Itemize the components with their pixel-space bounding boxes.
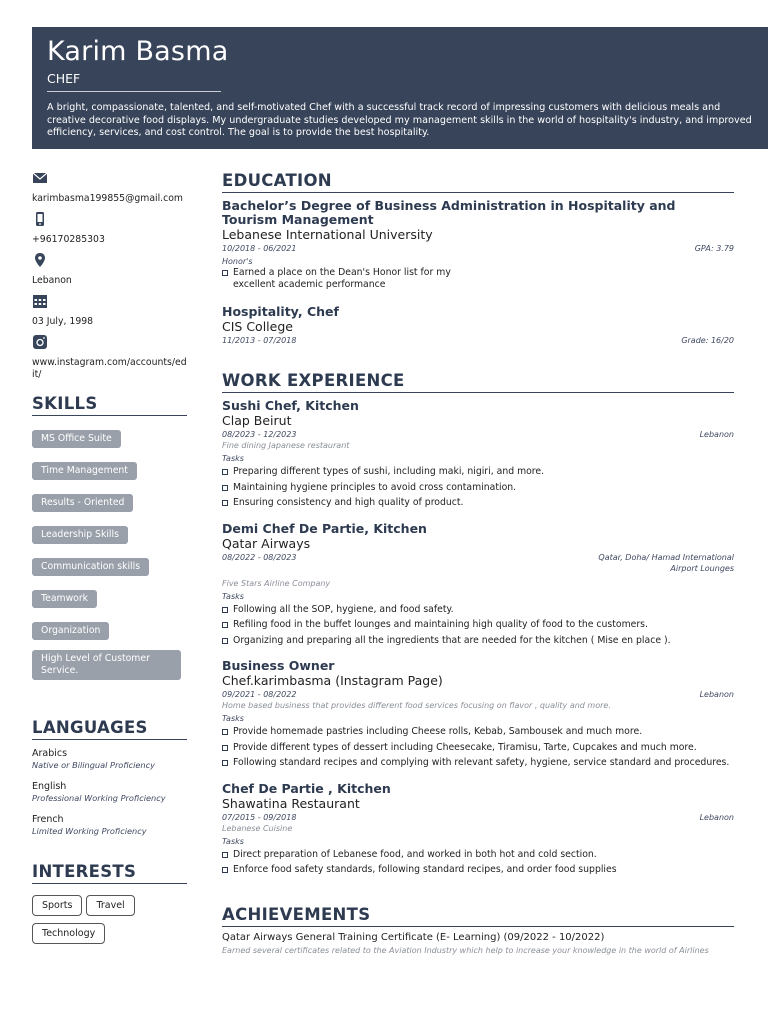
list-item: Maintaining hygiene principles to avoid cross contamination. [222,480,734,496]
language-name: Arabics [32,748,68,759]
entry-meta [222,335,734,346]
header-banner [32,27,768,149]
contact-location [32,252,187,287]
company-name: Chef.karimbasma (Instagram Page) [222,673,443,688]
skill-tag: Organization [32,622,109,640]
entry-meta [222,812,734,823]
entry-dates: 09/2021 - 08/2022 [222,690,297,699]
education-entry [222,199,734,291]
work-entry [222,522,734,649]
entry-description: Lebanese Cuisine [222,823,293,833]
birthdate-text: 03 July, 1998 [32,316,94,327]
candidate-name: Karim Basma [47,36,229,67]
candidate-role: CHEF [47,71,81,86]
skills-list [32,426,187,690]
tasks-label: Tasks [222,591,244,601]
list-item: Provide homemade pastries including Cheese rolls, Kebab, Sambousek and much more. [222,724,734,740]
entry-bullets [222,724,734,771]
entry-description: Home based business that provides different food services focusing on flavor , quality and more. [222,701,611,710]
achievements-heading: ACHIEVEMENTS [222,904,734,927]
instagram-icon [32,334,48,350]
job-position: Demi Chef De Partie, Kitchen [222,520,427,536]
education-heading: EDUCATION [222,170,734,193]
skill-tag: Time Management [32,462,137,480]
work-entry [222,659,734,771]
phone-icon [32,211,48,227]
location-pin-icon [32,252,48,268]
interest-tag: Technology [32,923,105,944]
tasks-label: Tasks [222,714,244,723]
interests-heading: INTERESTS [32,863,187,884]
skill-tag: MS Office Suite [32,430,121,448]
interest-tag: Sports [32,895,82,916]
achievement-entry [222,931,734,956]
entry-meta [222,689,734,700]
entry-location: Lebanon [699,812,734,822]
work-entry [222,782,734,878]
envelope-icon [32,170,48,186]
entry-subheading: Honor's [222,257,253,266]
entry-location: Lebanon [699,430,734,439]
achievement-name: Qatar Airways General Training Certificate (E- Learning) (09/2022 - 10/2022) [222,931,605,943]
phone-text: +96170285303 [32,234,105,245]
entry-bullets [222,602,734,649]
language-level: Professional Working Proficiency [32,793,166,803]
entry-location: Lebanon [699,690,734,699]
work-entry [222,399,734,511]
entry-dates: 10/2018 - 06/2021 [222,244,297,253]
left-column [32,170,187,949]
languages-list [32,748,187,837]
list-item: Refiling food in the buffet lounges and maintaining high quality of food to the customers. [222,617,734,633]
company-name: Shawatina Restaurant [222,795,360,811]
entry-location: Qatar, Doha/ Hamad International Airport Lounges [598,552,734,573]
header-divider [47,91,221,92]
job-position: Sushi Chef, Kitchen [222,398,359,413]
list-item: Preparing different types of sushi, including maki, nigiri, and more. [222,464,734,480]
skill-tag: Teamwork [32,590,97,608]
entry-dates: 08/2022 - 08/2023 [222,552,297,562]
entry-meta [222,429,734,440]
language-level: Native or Bilingual Proficiency [32,760,155,770]
list-item: Following all the SOP, hygiene, and food safety. [222,602,734,618]
entry-dates: 11/2013 - 07/2018 [222,336,297,345]
job-position: Chef De Partie , Kitchen [222,780,391,796]
achievement-description: Earned several certificates related to the Aviation Industry which help to increase your knowledge in the world of Airlines [222,945,709,955]
tasks-label: Tasks [222,836,244,846]
job-position: Business Owner [222,658,335,673]
skill-tag: Results - Oriented [32,494,133,512]
skill-tag: High Level of Customer Service. [32,650,181,680]
entry-grade: Grade: 16/20 [681,336,734,345]
language-name: English [32,781,67,792]
entry-dates: 07/2015 - 09/2018 [222,812,297,822]
entry-grade: GPA: 3.79 [694,244,734,253]
entry-description: Fine dining Japanese restaurant [222,441,350,450]
language-name: French [32,814,64,825]
company-name: Qatar Airways [222,535,311,551]
interest-tag: Travel [86,895,134,916]
list-item: Organizing and preparing all the ingredients that are needed for the kitchen ( Mise en place ). [222,633,734,649]
contact-email [32,170,187,205]
company-name: Clap Beirut [222,413,292,428]
contact-instagram [32,334,187,381]
calendar-icon [32,293,48,309]
interests-list [32,893,192,949]
entry-bullets [222,464,734,511]
contact-phone [32,211,187,246]
instagram-text[interactable]: www.instagram.com/accounts/edit/ [32,357,187,380]
profile-summary: A bright, compassionate, talented, and self-motivated Chef with a successful track record of impressing customers with delicious meals and creative decorative food displays. My undergraduate studies developed my management skills in the world of hospitality's industry, and improved efficiency, services, and cost control. The goal is to provide the best hospitality. [47,102,752,138]
list-item: Following standard recipes and complying with relevant safety, hygiene, service standard and procedures. [222,755,734,771]
entry-meta [222,552,734,574]
list-item: Earned a place on the Dean's Honor list for my excellent academic performance [222,267,462,291]
list-item: Provide different types of dessert including Cheesecake, Tiramisu, Tarte, Cupcakes and much more. [222,740,734,756]
entry-dates: 08/2023 - 12/2023 [222,430,297,439]
school-name: CIS College [222,319,293,334]
contact-birthdate [32,293,187,328]
languages-heading: LANGUAGES [32,719,187,740]
entry-bullets [222,847,734,878]
skill-tag: Communication skills [32,558,149,576]
list-item: Direct preparation of Lebanese food, and worked in both hot and cold section. [222,847,734,863]
entry-description: Five Stars Airline Company [222,578,331,588]
work-heading: WORK EXPERIENCE [222,370,734,393]
tasks-label: Tasks [222,454,244,463]
entry-meta [222,243,734,254]
right-column [222,170,734,956]
email-text[interactable]: karimbasma199855@gmail.com [32,193,183,204]
list-item: Enforce food safety standards, following standard recipes, and order food supplies [222,862,734,878]
degree-title: Bachelor’s Degree of Business Administration in Hospitality and Tourism Management [222,198,676,227]
school-name: Lebanese International University [222,227,433,242]
list-item: Ensuring consistency and high quality of product. [222,495,734,511]
skills-heading: SKILLS [32,395,187,416]
location-text: Lebanon [32,275,72,286]
skill-tag: Leadership Skills [32,526,128,544]
degree-title: Hospitality, Chef [222,304,339,319]
language-level: Limited Working Proficiency [32,826,147,836]
entry-bullets [222,267,462,291]
education-entry [222,305,734,346]
